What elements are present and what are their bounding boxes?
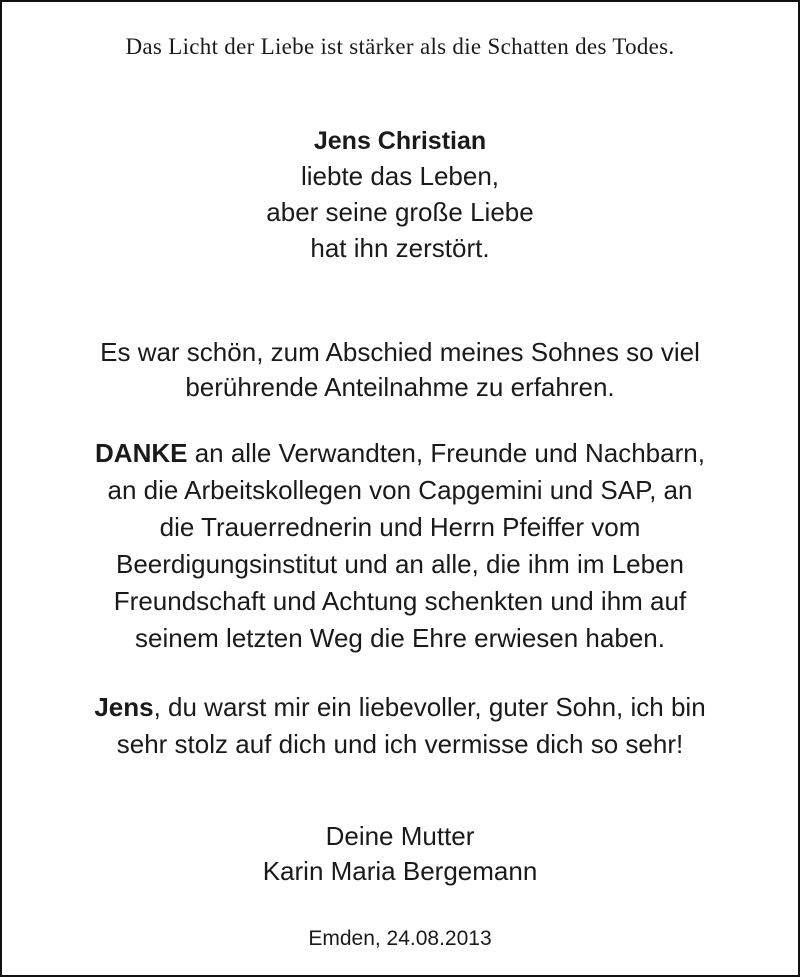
- dedication-line: aber seine große Liebe: [266, 197, 534, 227]
- dedication-line: hat ihn zerstört.: [310, 233, 490, 263]
- personal-line-rest: , du warst mir ein liebevoller, guter Sohn, ich bin: [153, 692, 706, 722]
- thanks-line-rest: an alle Verwandten, Freunde und Nachbarn,: [187, 438, 705, 468]
- motto: Das Licht der Liebe ist stärker als die Schatten des Todes.: [125, 34, 675, 59]
- thanks-lead-word: DANKE: [95, 438, 188, 468]
- dedication-line: liebte das Leben,: [300, 161, 500, 191]
- signature-relation: Deine Mutter: [325, 821, 475, 851]
- thanks-line: Beerdigungsinstitut und an alle, die ihm im Leben: [115, 549, 685, 579]
- thanks-line: [2, 436, 798, 470]
- thanks-line: die Trauerrednerin und Herrn Pfeiffer vom: [159, 512, 641, 542]
- signature-name: Karin Maria Bergemann: [262, 856, 538, 886]
- place-date: Emden, 24.08.2013: [308, 927, 492, 950]
- intro-line: berührende Anteilnahme zu erfahren.: [185, 372, 615, 402]
- deceased-name: Jens Christian: [313, 127, 487, 155]
- thanks-line: an die Arbeitskollegen von Capgemini und SAP, an: [107, 475, 693, 505]
- personal-line: [2, 690, 798, 724]
- thanks-line: seinem letzten Weg die Ehre erwiesen haben.: [135, 623, 665, 653]
- thanks-line: Freundschaft und Achtung schenkten und ihm auf: [113, 586, 687, 616]
- personal-line: sehr stolz auf dich und ich vermisse dich so sehr!: [116, 729, 684, 759]
- personal-lead-word: Jens: [94, 692, 154, 722]
- intro-line: Es war schön, zum Abschied meines Sohnes so viel: [100, 337, 700, 367]
